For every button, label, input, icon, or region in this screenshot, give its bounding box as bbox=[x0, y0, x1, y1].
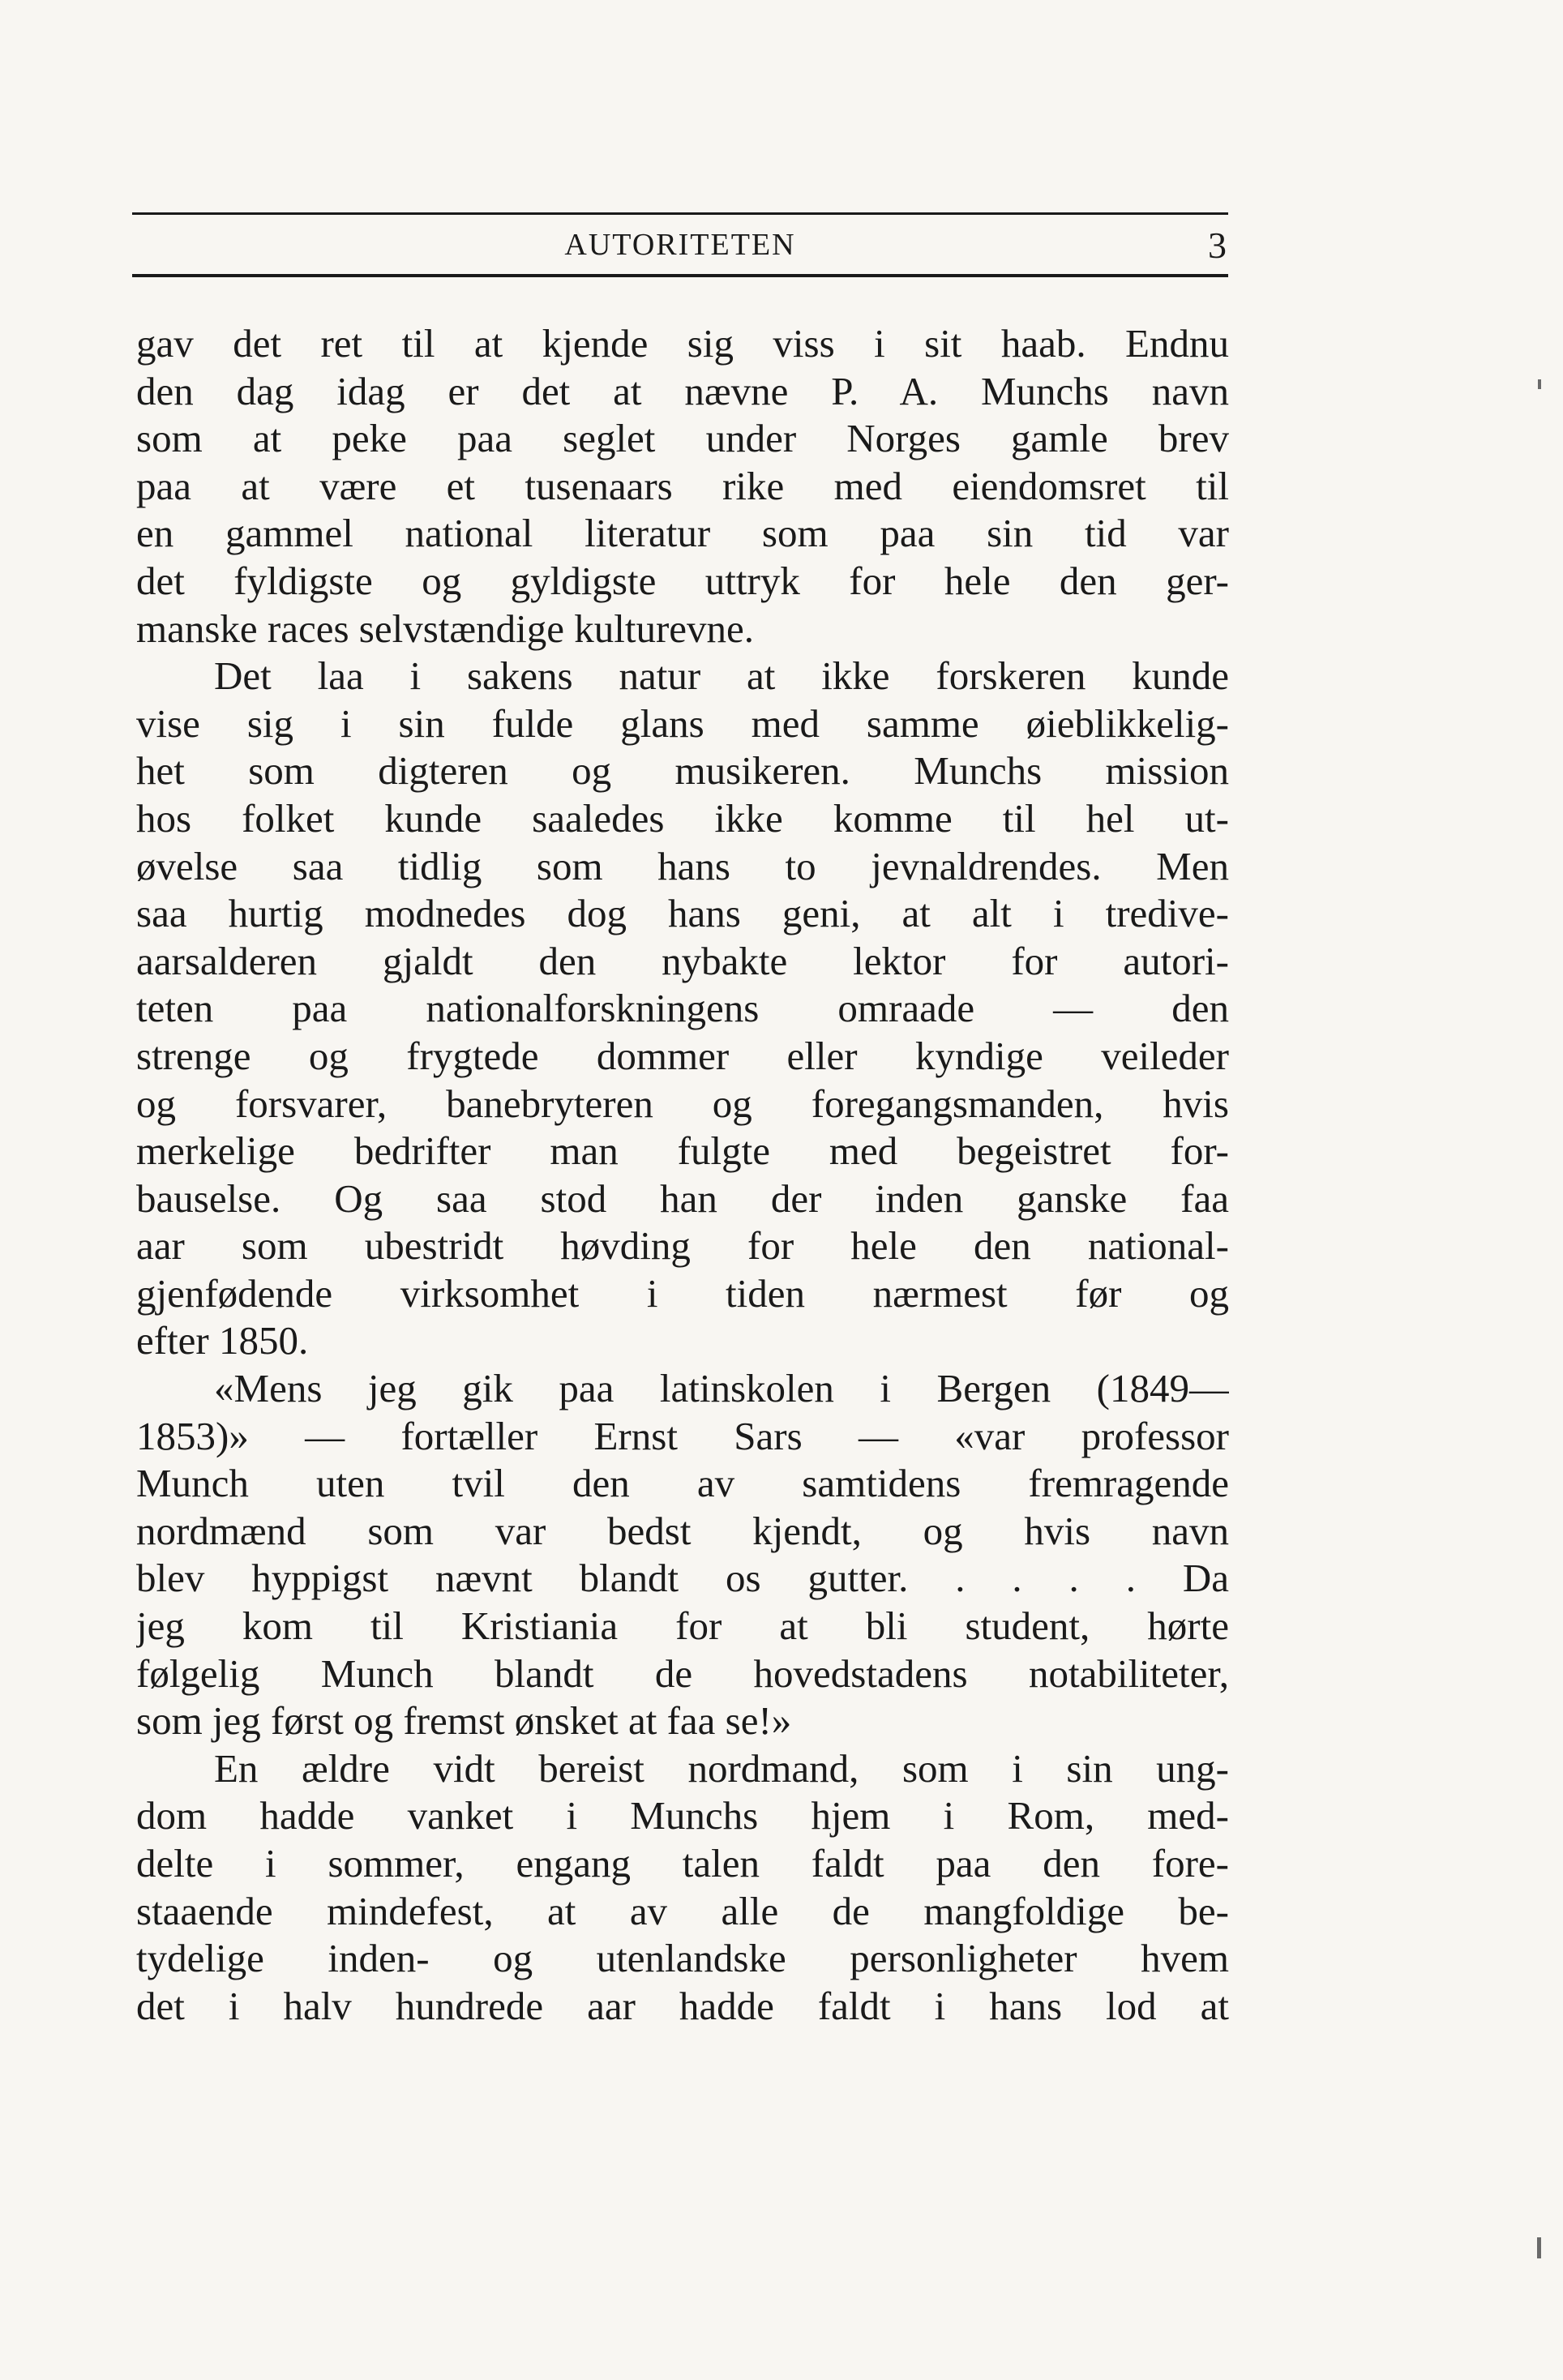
running-title: AUTORITETEN bbox=[564, 228, 796, 262]
margin-speck bbox=[1538, 379, 1541, 389]
text-line: hos folket kunde saaledes ikke komme til hel ut- bbox=[136, 795, 1229, 841]
page-number: 3 bbox=[1208, 225, 1227, 266]
text-line: som at peke paa seglet under Norges gamle brev bbox=[136, 416, 1229, 461]
text-line: vise sig i sin fulde glans med samme øieblikkelig- bbox=[136, 700, 1229, 746]
text-line: merkelige bedrifter man fulgte med begeistret for- bbox=[136, 1128, 1229, 1174]
text-line: det fyldigste og gyldigste uttryk for hele den ger- bbox=[136, 558, 1229, 603]
text-line: efter 1850. bbox=[136, 1318, 309, 1363]
text-line: dom hadde vanket i Munchs hjem i Rom, med- bbox=[136, 1793, 1229, 1839]
text-line: blev hyppigst nævnt blandt os gutter. . . . . Da bbox=[136, 1556, 1229, 1601]
text-line: det i halv hundrede aar hadde faldt i hans lod at bbox=[136, 1983, 1229, 2028]
text-line: Det laa i sakens natur at ikke forskeren kunde bbox=[214, 653, 1229, 699]
text-line: paa at være et tusenaars rike med eiendomsret til bbox=[136, 463, 1229, 508]
text-line: som jeg først og fremst ønsket at faa se!» bbox=[136, 1698, 792, 1744]
margin-speck bbox=[1537, 2237, 1541, 2258]
text-line: aar som ubestridt høvding for hele den national- bbox=[136, 1223, 1229, 1269]
text-line: øvelse saa tidlig som hans to jevnaldrendes. Men bbox=[136, 843, 1229, 888]
text-line: tydelige inden- og utenlandske personligheter hvem bbox=[136, 1936, 1229, 1981]
text-line: følgelig Munch blandt de hovedstadens notabiliteter, bbox=[136, 1650, 1229, 1696]
text-line: het som digteren og musikeren. Munchs mission bbox=[136, 748, 1229, 794]
body-text bbox=[136, 320, 1229, 2030]
text-line: 1853)» — fortæller Ernst Sars — «var professor bbox=[136, 1413, 1229, 1458]
text-line: bauselse. Og saa stod han der inden ganske faa bbox=[136, 1175, 1229, 1221]
text-line: gjenfødende virksomhet i tiden nærmest før og bbox=[136, 1270, 1229, 1316]
text-line: teten paa nationalforskningens omraade — den bbox=[136, 986, 1229, 1031]
text-line: staaende mindefest, at av alle de mangfoldige be- bbox=[136, 1888, 1229, 1933]
text-line: saa hurtig modnedes dog hans geni, at alt i tredive- bbox=[136, 891, 1229, 936]
text-line: og forsvarer, banebryteren og foregangsmanden, hvis bbox=[136, 1081, 1229, 1126]
text-line: jeg kom til Kristiania for at bli student, hørte bbox=[136, 1603, 1229, 1649]
text-line: delte i sommer, engang talen faldt paa den fore- bbox=[136, 1841, 1229, 1886]
text-line: gav det ret til at kjende sig viss i sit haab. Endnu bbox=[136, 321, 1229, 366]
text-line: «Mens jeg gik paa latinskolen i Bergen (1849— bbox=[214, 1366, 1229, 1411]
text-line: Munch uten tvil den av samtidens fremragende bbox=[136, 1461, 1229, 1506]
text-line: nordmænd som var bedst kjendt, og hvis navn bbox=[136, 1508, 1229, 1553]
text-line: en gammel national literatur som paa sin tid var bbox=[136, 511, 1229, 556]
running-head bbox=[132, 220, 1228, 271]
text-line: aarsalderen gjaldt den nybakte lektor for autori- bbox=[136, 938, 1229, 983]
text-line: strenge og frygtede dommer eller kyndige veileder bbox=[136, 1033, 1229, 1078]
header-rule-top bbox=[132, 212, 1228, 215]
text-line: manske races selvstændige kulturevne. bbox=[136, 606, 755, 651]
header-rule-bottom bbox=[132, 274, 1228, 277]
text-line: den dag idag er det at nævne P. A. Munchs navn bbox=[136, 368, 1229, 413]
text-line: En ældre vidt bereist nordmand, som i sin ung- bbox=[214, 1745, 1229, 1791]
